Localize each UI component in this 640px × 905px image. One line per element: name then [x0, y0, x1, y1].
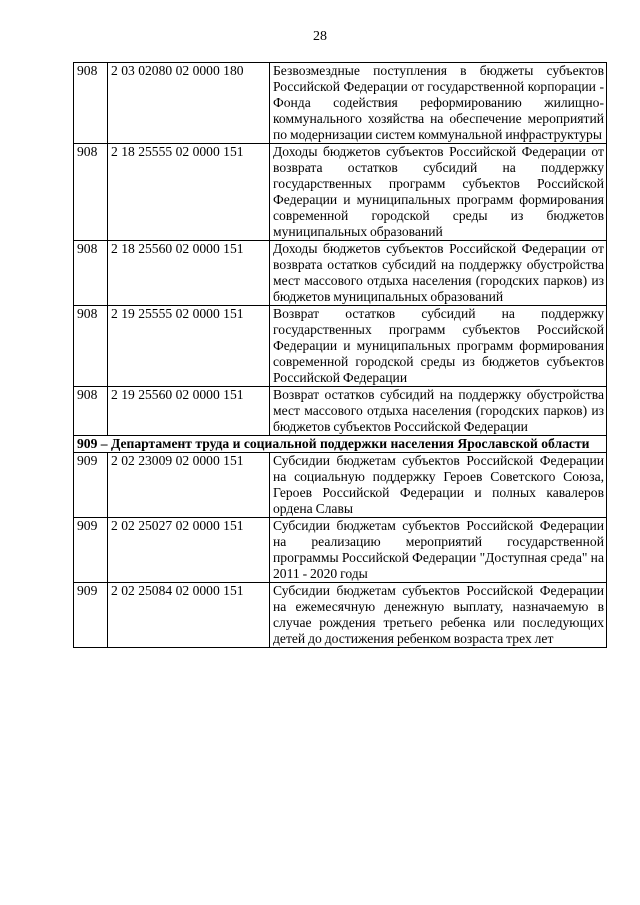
table-row — [74, 241, 607, 306]
section-heading: 909 – Департамент труда и социальной поддержки населения Ярославской области — [74, 436, 607, 453]
admin-code-cell: 908 — [74, 144, 108, 241]
budget-code-cell: 2 18 25560 02 0000 151 — [108, 241, 270, 306]
description-cell: Доходы бюджетов субъектов Российской Федерации от возврата остатков субсидий на поддержку обустройства мест массового отдыха населения (городских парков) из бюджетов муниципальных образований — [270, 241, 607, 306]
table-row — [74, 306, 607, 387]
table-row — [74, 144, 607, 241]
section-row — [74, 436, 607, 453]
table-row — [74, 518, 607, 583]
admin-code-cell: 908 — [74, 241, 108, 306]
description-cell: Возврат остатков субсидий на поддержку государственных программ субъектов Российской Федерации и муниципальных программ формирования современной городской среды из бюджетов субъектов Российской Федерации — [270, 306, 607, 387]
budget-code-cell: 2 02 25027 02 0000 151 — [108, 518, 270, 583]
table-row — [74, 583, 607, 648]
revenue-codes-table — [73, 62, 607, 648]
description-cell: Возврат остатков субсидий на поддержку обустройства мест массового отдыха населения (городских парков) из бюджетов субъектов Российской Федерации — [270, 387, 607, 436]
admin-code-cell: 909 — [74, 453, 108, 518]
admin-code-cell: 909 — [74, 518, 108, 583]
table-row — [74, 453, 607, 518]
admin-code-cell: 908 — [74, 63, 108, 144]
budget-code-cell: 2 02 23009 02 0000 151 — [108, 453, 270, 518]
budget-code-cell: 2 18 25555 02 0000 151 — [108, 144, 270, 241]
description-cell: Доходы бюджетов субъектов Российской Федерации от возврата остатков субсидий на поддержку государственных программ субъектов Российской Федерации и муниципальных программ формирования современной городской среды из бюджетов муниципальных образований — [270, 144, 607, 241]
description-cell: Субсидии бюджетам субъектов Российской Федерации на реализацию мероприятий государственной программы Российской Федерации "Доступная среда" на 2011 - 2020 годы — [270, 518, 607, 583]
table-row — [74, 63, 607, 144]
table-row — [74, 387, 607, 436]
budget-code-cell: 2 03 02080 02 0000 180 — [108, 63, 270, 144]
page-number: 28 — [313, 29, 327, 44]
admin-code-cell: 909 — [74, 583, 108, 648]
description-cell: Безвозмездные поступления в бюджеты субъектов Российской Федерации от государственной корпорации - Фонда содействия реформированию жилищно-коммунального хозяйства на обеспечение мероприятий по модернизации систем коммунальной инфраструктуры — [270, 63, 607, 144]
admin-code-cell: 908 — [74, 387, 108, 436]
budget-code-cell: 2 02 25084 02 0000 151 — [108, 583, 270, 648]
admin-code-cell: 908 — [74, 306, 108, 387]
description-cell: Субсидии бюджетам субъектов Российской Федерации на ежемесячную денежную выплату, назначаемую в случае рождения третьего ребенка или последующих детей до достижения ребенком возраста трех лет — [270, 583, 607, 648]
description-cell: Субсидии бюджетам субъектов Российской Федерации на социальную поддержку Героев Советского Союза, Героев Российской Федерации и полных кавалеров ордена Славы — [270, 453, 607, 518]
budget-code-cell: 2 19 25555 02 0000 151 — [108, 306, 270, 387]
budget-code-cell: 2 19 25560 02 0000 151 — [108, 387, 270, 436]
